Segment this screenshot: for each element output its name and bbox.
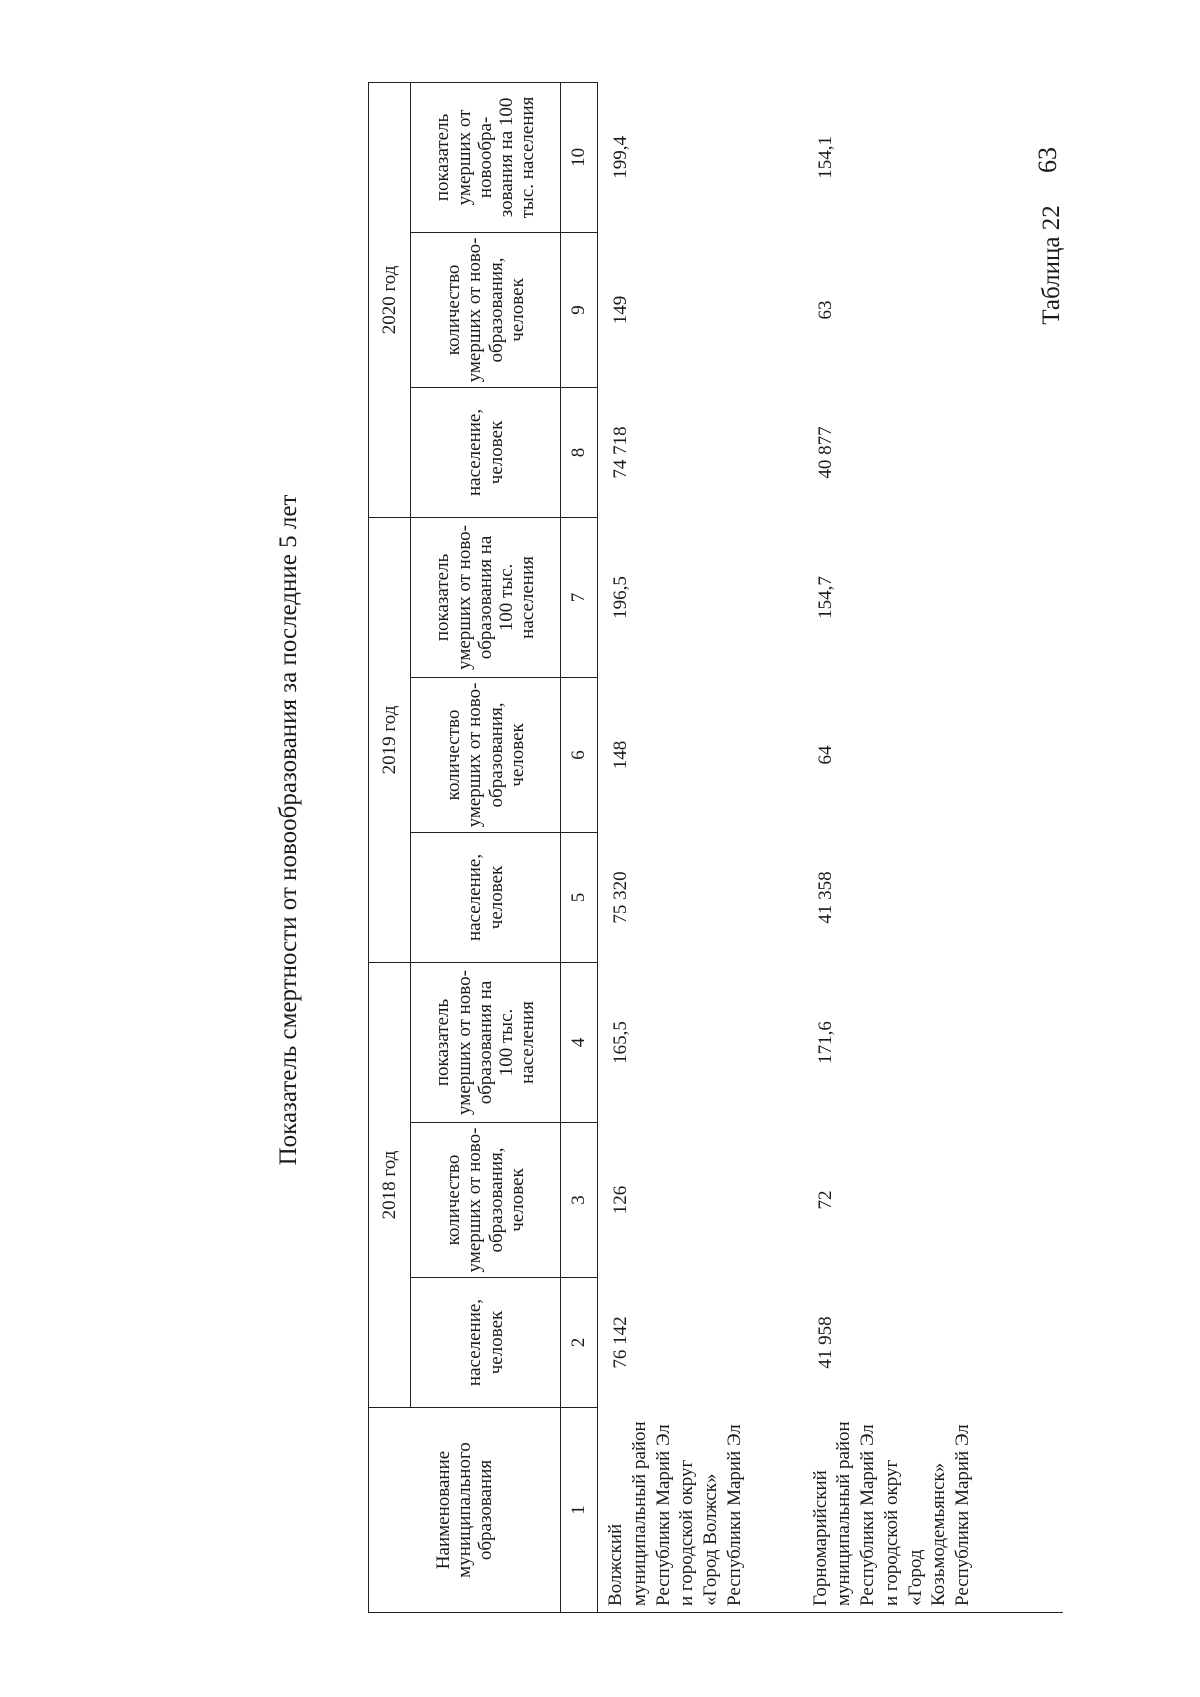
table-row: [598, 82, 803, 1612]
municipality-name: Горномарийский муниципальный район Республики Марий Эл и городской округ «Город Козьмодемьянск» Республики Марий Эл: [803, 1408, 1063, 1613]
header-rate-2019: показатель умерших от ново- образования на 100 тыс. населения: [411, 517, 561, 677]
table-cell: 154,1: [814, 136, 836, 179]
table-cell: 126: [598, 1123, 803, 1278]
mortality-table: [368, 82, 1063, 1613]
header-year-2018: 2018 год: [369, 962, 411, 1407]
header-population-2018: население, человек: [411, 1278, 561, 1408]
column-number: 9: [561, 232, 598, 387]
table-cell: 154,7: [814, 576, 836, 619]
header-year-2020: 2020 год: [369, 82, 411, 517]
header-rate-2018: показатель умерших от ново- образования на 100 тыс. населения: [411, 962, 561, 1122]
column-number: 5: [561, 832, 598, 962]
table-cell: 148: [598, 677, 803, 832]
municipality-name: Волжский муниципальный район Республики Марий Эл и городской округ «Город Волжск» Республики Марий Эл: [598, 1408, 803, 1613]
header-municipality-name: Наименование муниципального образования: [369, 1408, 561, 1613]
table-cell: 165,5: [598, 962, 803, 1122]
column-number: 3: [561, 1123, 598, 1278]
column-number: 4: [561, 962, 598, 1122]
header-deaths-2018: количество умерших от ново- образования, человек: [411, 1123, 561, 1278]
table-cell: 171,6: [814, 1021, 836, 1064]
header-population-2020: население, человек: [411, 387, 561, 517]
header-population-2019: население, человек: [411, 832, 561, 962]
table-cell: 40 877: [814, 426, 836, 479]
table-cell: 41 358: [814, 871, 836, 924]
table-label: Таблица 22: [1038, 205, 1065, 325]
table-cell: 72: [814, 1190, 836, 1210]
document-title: Показатель смертности от новообразования за последние 5 лет: [275, 494, 302, 1166]
header-year-2019: 2019 год: [369, 517, 411, 962]
table-cell: 64: [814, 745, 836, 765]
column-number: 6: [561, 677, 598, 832]
table-cell: 74 718: [598, 387, 803, 517]
table-cell: 75 320: [598, 832, 803, 962]
table-cell: 76 142: [598, 1278, 803, 1408]
page-number: 63: [1033, 147, 1062, 173]
column-number: 1: [561, 1408, 598, 1613]
column-number: 2: [561, 1278, 598, 1408]
header-deaths-2020: количество умерших от ново- образования, человек: [411, 232, 561, 387]
table-cell: 41 958: [814, 1316, 836, 1369]
table-row: [803, 82, 1063, 1612]
column-number: 8: [561, 387, 598, 517]
table-cell: 196,5: [598, 517, 803, 677]
header-deaths-2019: количество умерших от ново- образования, человек: [411, 677, 561, 832]
table-cell: 149: [598, 232, 803, 387]
table-cell: 63: [814, 300, 836, 320]
column-number: 10: [561, 82, 598, 232]
header-rate-2020: показатель умерших от новообра- зования на 100 тыс. населения: [411, 82, 561, 232]
mortality-table-container: [368, 96, 1198, 1613]
column-number: 7: [561, 517, 598, 677]
table-cell: 199,4: [598, 82, 803, 232]
